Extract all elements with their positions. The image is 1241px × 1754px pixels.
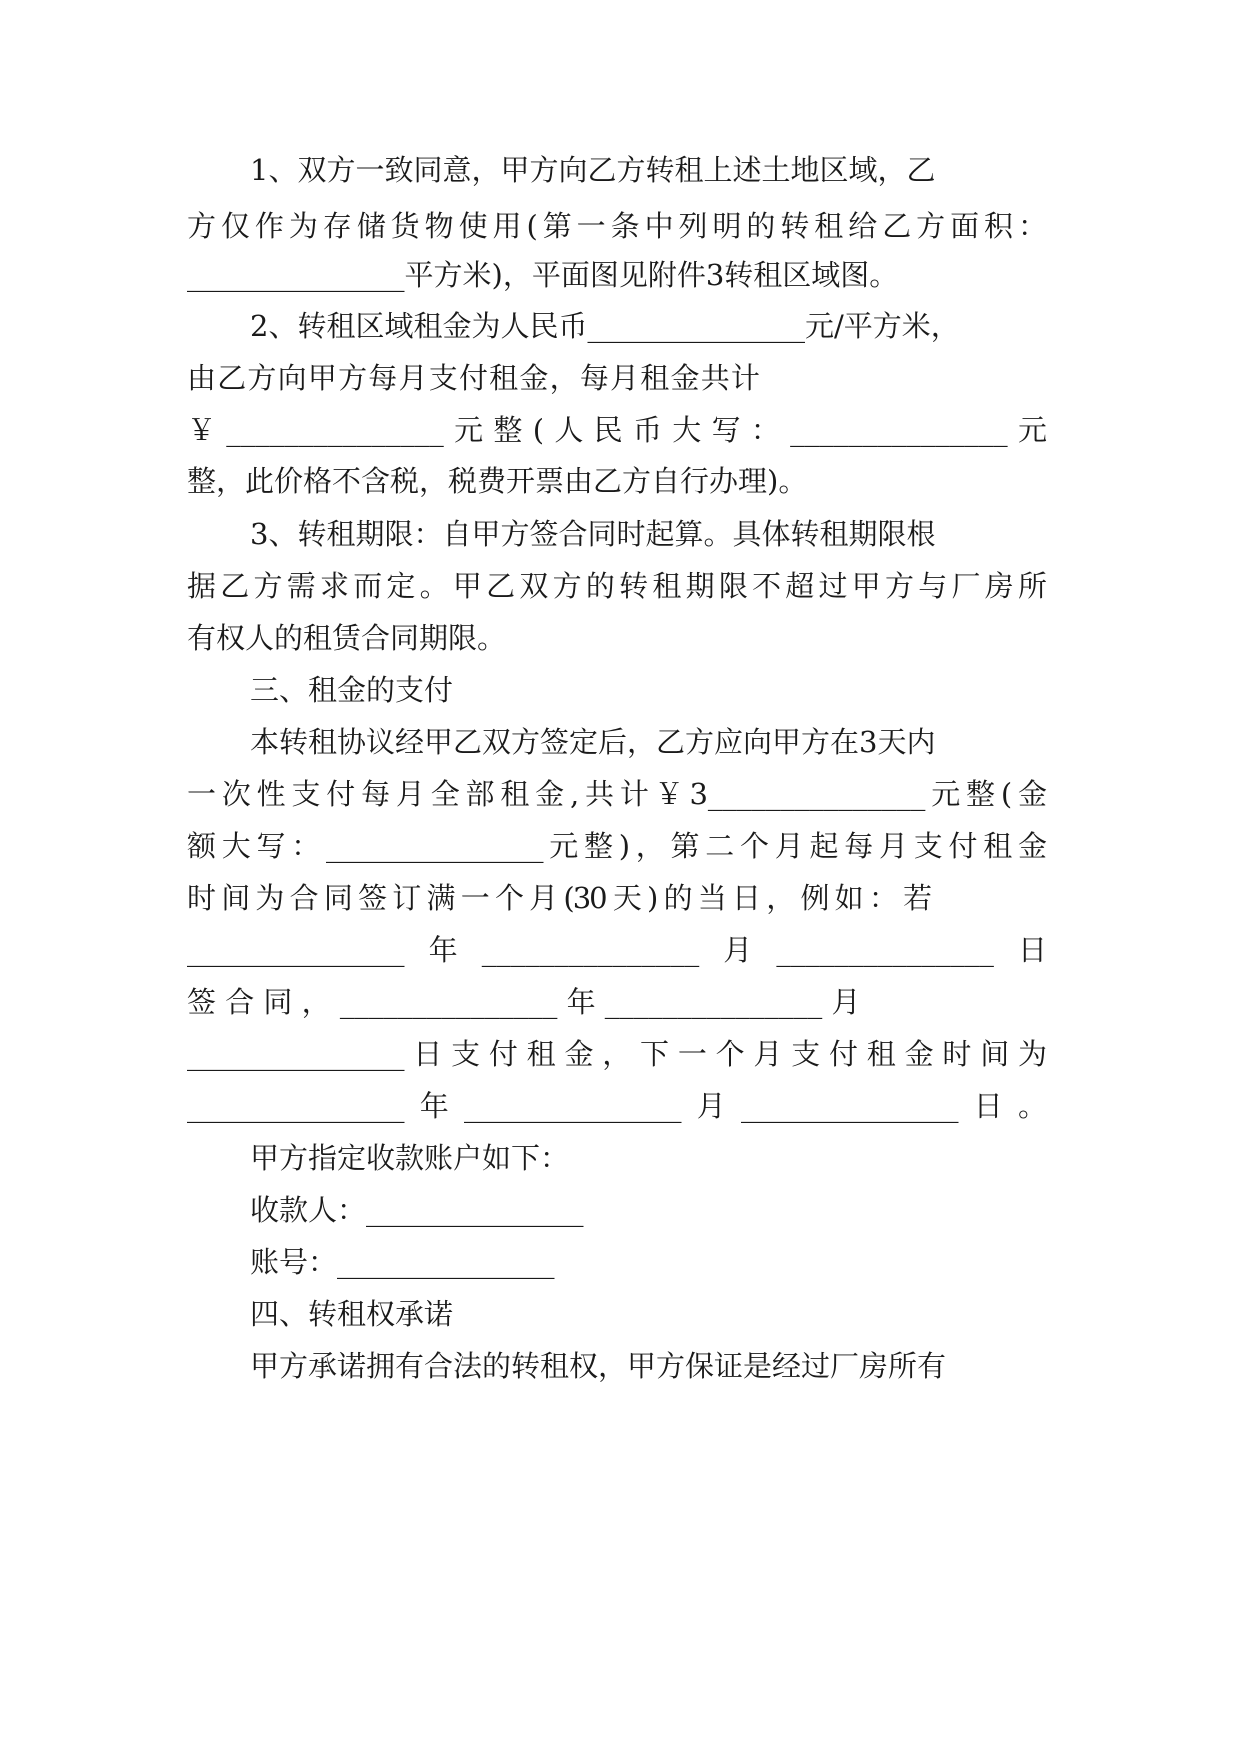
clause-3-line-2: 据乙方需求而定。甲乙双方的转租期限不超过甲方与厂房所 <box>187 569 1047 603</box>
clause-1-line-2: 方仅作为存储货物使用(第一条中列明的转租给乙方面积： <box>187 209 1047 243</box>
clause-3-line-1: 3、转租期限：自甲方签合同时起算。具体转租期限根 <box>250 517 936 551</box>
clause-1-line-1: 1、双方一致同意，甲方向乙方转租上述土地区域，乙 <box>250 153 936 187</box>
account-number: 账号：_______________ <box>250 1245 555 1279</box>
payment-line-4: 时 间 为 合 同 签 订 满 一 个 月 (30 天 ) 的 当 日 ， 例 如 ： 若 <box>187 881 931 915</box>
payment-date-line-2: 签 合 同 ， _______________ 年 _______________ 月 <box>187 985 861 1019</box>
section-3-heading: 三、租金的支付 <box>250 673 454 707</box>
account-heading: 甲方指定收款账户如下： <box>250 1141 570 1175</box>
clause-2-line-4: 整，此价格不含税，税费开票由乙方自行办理)。 <box>187 464 808 498</box>
clause-2-line-1: 2、转租区域租金为人民币_______________元/平方米， <box>250 309 960 343</box>
clause-3-line-3: 有权人的租赁合同期限。 <box>187 621 507 655</box>
section-4-heading: 四、转租权承诺 <box>250 1297 454 1331</box>
payment-line-2: 一次性支付每月全部租金,共计￥3_______________元整(金 <box>187 777 1047 811</box>
section-4-line-1: 甲方承诺拥有合法的转租权，甲方保证是经过厂房所有 <box>250 1349 947 1383</box>
payment-date-line-4: _______________年_______________月_______________日。 <box>187 1089 1047 1123</box>
payment-line-3: 额大写：_______________元整)，第二个月起每月支付租金 <box>187 829 1047 863</box>
payment-date-line-3: _______________日支付租金，下一个月支付租金时间为 <box>187 1037 1047 1071</box>
payment-date-line-1: _______________年_______________月_______________日 <box>187 933 1047 967</box>
clause-2-line-2: 由 乙 方 向 甲 方 每 月 支 付 租 金 ， 每 月 租 金 共 计 <box>187 361 756 395</box>
account-payee: 收款人：_______________ <box>250 1193 584 1227</box>
clause-1-line-3: _______________平方米)，平面图见附件3转租区域图。 <box>187 258 899 292</box>
payment-line-1: 本转租协议经甲乙双方签定后，乙方应向甲方在3天内 <box>250 725 936 759</box>
clause-2-line-3: ￥_______________元整(人民币大写：_______________元 <box>187 413 1047 447</box>
